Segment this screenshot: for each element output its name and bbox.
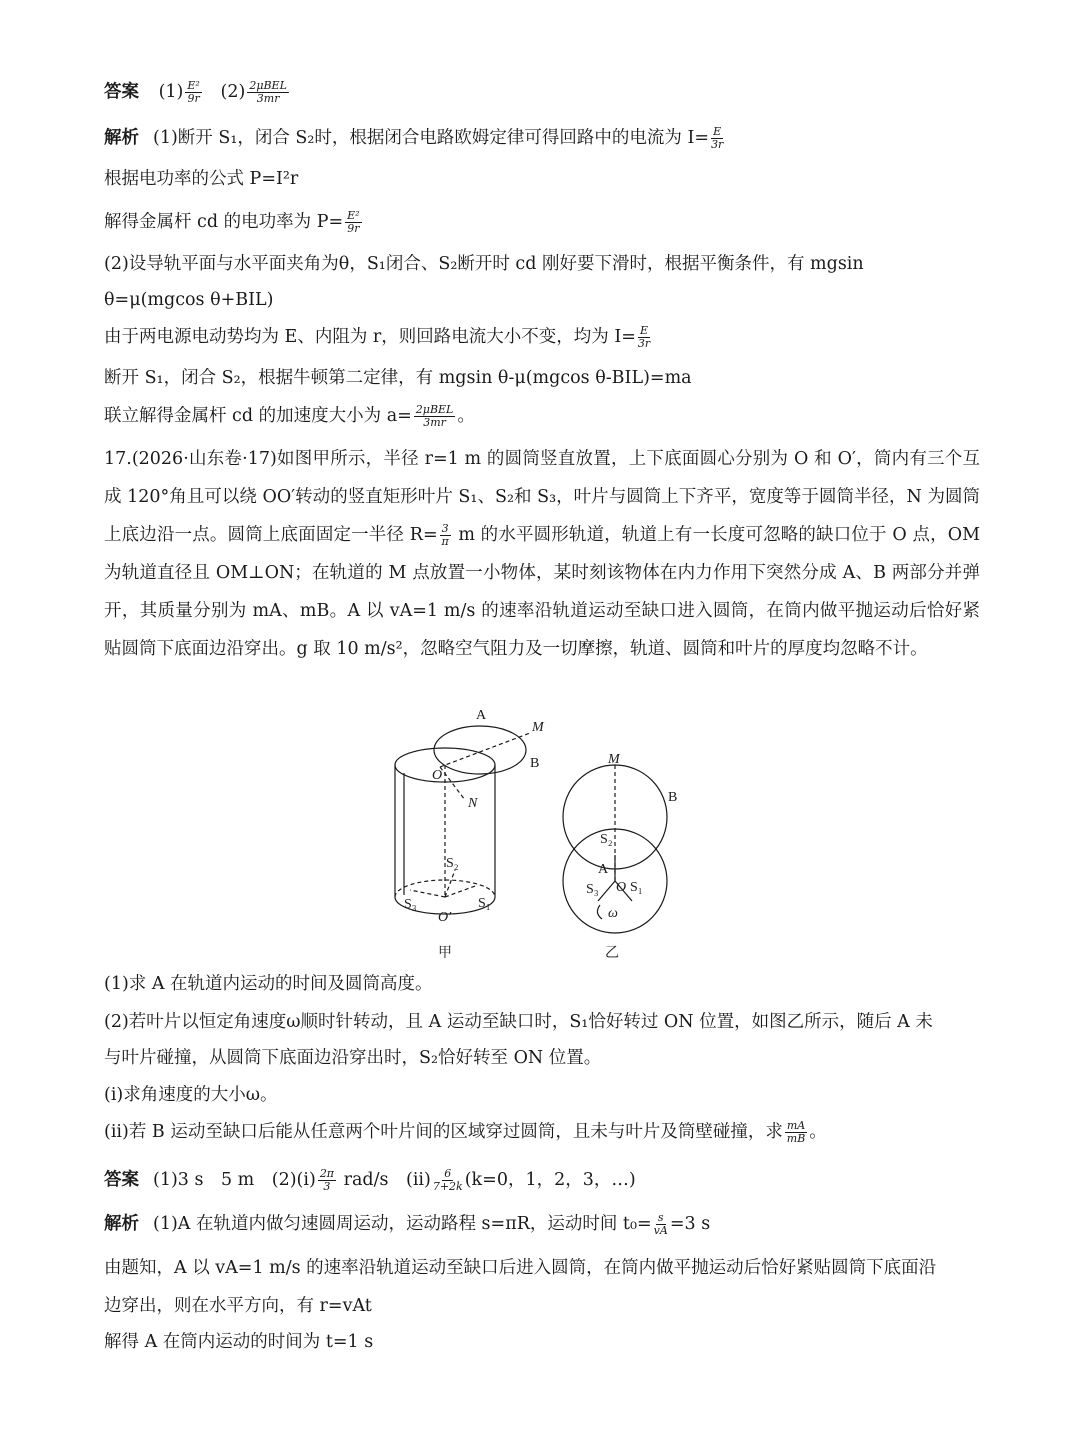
solution-line: 解得 A 在筒内运动的时间为 t=1 s [104, 1332, 374, 1352]
question-1: (1)求 A 在轨道内运动的时间及圆筒高度。 [104, 974, 433, 994]
fraction: $\frac{3}{\pi}$ [441, 522, 449, 548]
answer-label: 答案 [104, 82, 139, 102]
solution-line: 根据电功率的公式 P=I²r [104, 169, 299, 189]
solution-line: 解得金属杆 cd 的电功率为 P= $\frac{\text{E²}}{9r}$ [104, 209, 360, 235]
fraction: $\frac{mA}{mB}$ [786, 1119, 806, 1145]
answer-part-2: (2) [220, 82, 246, 102]
figure [380, 705, 700, 965]
fraction: $\frac{E}{3r}$ [637, 324, 651, 350]
fraction: $\frac{6}{7+2k}$ [432, 1167, 463, 1193]
label-S1: S₁ [630, 880, 643, 895]
label-S2: S₂ [446, 856, 459, 871]
solution-line: 联立解得金属杆 cd 的加速度大小为 a= $\frac{\text{2μBEL}}{3mr}$ 。 [104, 403, 475, 429]
solution-line: θ=μ(mgcos θ+BIL) [104, 290, 274, 310]
label-S3: S₃ [586, 882, 599, 897]
answer-line-1 [104, 80, 980, 105]
fraction: $\frac{2\pi}{3}$ [319, 1167, 335, 1193]
answer-label: 答案 [104, 1170, 139, 1190]
answer-part-1: (1) [158, 82, 184, 102]
solution-line: 由题知，A 以 vA=1 m/s 的速率沿轨道运动至缺口后进入圆筒，在筒内做平抛运动后恰好紧贴圆筒下底面沿 [104, 1258, 937, 1278]
fraction: $\frac{\text{E²}}{9r}$ [347, 209, 360, 235]
fraction: $\frac{E}{3r}$ [711, 125, 724, 151]
label-O-prime: O′ [438, 910, 452, 925]
question-2a: (2)若叶片以恒定角速度ω顺时针转动，且 A 运动至缺口时，S₁恰好转过 ON 位置，如图乙所示，随后 A 未 [104, 1012, 933, 1032]
label-O: O [616, 880, 627, 895]
fraction: $\frac{s}{vA}$ [653, 1211, 668, 1237]
label-S2: S₂ [600, 832, 613, 847]
figure-jia-labels [404, 708, 545, 961]
label-B: B [530, 756, 540, 771]
label-S1: S₁ [478, 896, 491, 911]
solution-line: 解析 (1)A 在轨道内做匀速圆周运动，运动路程 s=πR，运动时间 t₀= $\frac{s}{vA}$ =3 s [104, 1211, 711, 1237]
label-M: M [532, 720, 544, 735]
question-2b: 与叶片碰撞，从圆筒下底面边沿穿出时，S₂恰好转至 ON 位置。 [104, 1048, 602, 1068]
fraction: $\frac{\text{E²}}{9r}$ [187, 79, 200, 105]
label-A: A [598, 862, 609, 877]
caption-jia: 甲 [438, 946, 452, 961]
question-i: (i)求角速度的大小ω。 [104, 1085, 278, 1105]
fraction: $\frac{\text{2μBEL}}{3mr}$ [415, 403, 454, 429]
answer-line-2: 答案 (1)3 s 5 m (2)(i) $\frac{2\pi}{3}$ rad/s (ii) $\frac{6}{7+2k}$ (k=0，1，2，3，…) [104, 1167, 636, 1193]
solution-line: 边穿出，则在水平方向，有 r=vAt [104, 1296, 372, 1316]
label-A: A [476, 708, 487, 723]
figure-jia [395, 726, 530, 914]
label-S3: S₃ [404, 897, 417, 912]
label-omega: ω [608, 906, 618, 921]
solution-line: 断开 S₁，闭合 S₂，根据牛顿第二定律，有 mgsin θ-μ(mgcos θ-BIL)=ma [104, 368, 692, 388]
label-N: N [468, 796, 478, 811]
question-ii: (ii)若 B 运动至缺口后能从任意两个叶片间的区域穿过圆筒，且未与叶片及筒壁碰撞，求 $\frac{mA}{mB}$ 。 [104, 1119, 827, 1145]
label-O: O [432, 768, 443, 783]
solution-line: 解析 (1)断开 S₁，闭合 S₂时，根据闭合电路欧姆定律可得回路中的电流为 I= $\frac{E}{3r}$ [104, 125, 724, 151]
label-M: M [608, 752, 620, 767]
solution-label: 解析 [104, 1214, 139, 1234]
solution-line: 由于两电源电动势均为 E、内阻为 r，则回路电流大小不变，均为 I= $\frac{E}{3r}$ [104, 324, 651, 350]
fraction: $\frac{\text{2μBEL}}{3mr}$ [249, 79, 287, 105]
solution-line: (2)设导轨平面与水平面夹角为θ，S₁闭合、S₂断开时 cd 刚好要下滑时，根据平衡条件，有 mgsin [104, 254, 864, 274]
solution-label: 解析 [104, 128, 139, 148]
label-B: B [668, 790, 678, 805]
question-17-text: 17.(2026·山东卷·17)如图甲所示，半径 r=1 m 的圆筒竖直放置，上下底面圆心分别为 O 和 O′，筒内有三个互成 120°角且可以绕 OO′转动的竖直矩形叶片 S₁、S₂和 S₃，叶片与圆筒上下齐平，宽度等于圆筒半径，N 为圆筒上底边沿一点。圆筒上底面固定一半径 R= $\frac{3}{\pi}$ m 的水平圆形轨道，轨道上有一长度可忽略的缺口位于 O 点，OM 为轨道直径且 OM⊥ON；在轨道的 M 点放置一小物体，某时刻该物体在内力作用下突然分成 A、B 两部分并弹开，其质量分别为 mA、mB。A 以 vA=1 m/s 的速率沿轨道运动至缺口进入圆筒，在筒内做平抛运动后恰好紧贴圆筒下底面边沿穿出。g 取 10 m/s²，忽略空气阻力及一切摩擦，轨道、圆筒和叶片的厚度均忽略不计。 [104, 449, 980, 659]
caption-yi: 乙 [605, 946, 619, 961]
